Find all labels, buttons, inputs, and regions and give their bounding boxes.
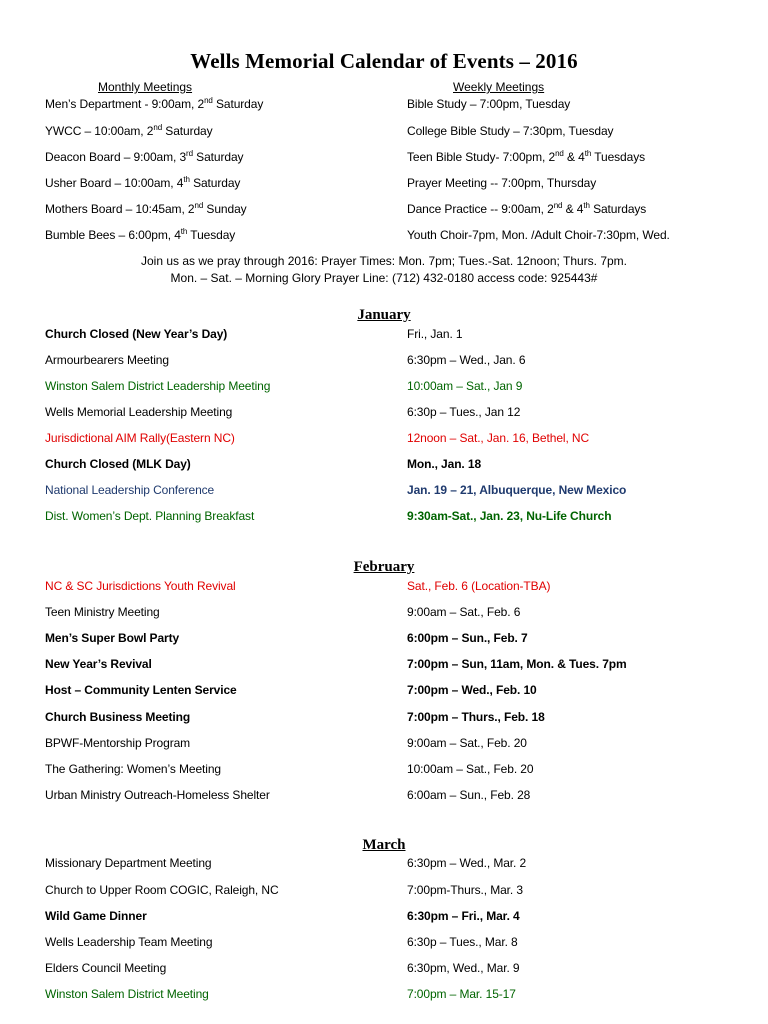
weekly-meeting-day: Tuesdays xyxy=(591,150,646,164)
monthly-meeting-day: Sunday xyxy=(203,202,247,216)
document-title: Wells Memorial Calendar of Events – 2016 xyxy=(190,49,578,73)
event-name: Wild Game Dinner xyxy=(45,909,147,923)
event-name: New Year’s Revival xyxy=(45,657,152,671)
event-name: Church Closed (New Year’s Day) xyxy=(45,327,228,341)
monthly-meeting-item xyxy=(45,176,240,190)
event-time: 6:30pm, Wed., Mar. 9 xyxy=(407,961,520,975)
event-name: National Leadership Conference xyxy=(45,483,215,497)
event-name: Host – Community Lenten Service xyxy=(45,683,237,697)
ordinal-suffix: th xyxy=(183,175,190,184)
event-time: Fri., Jan. 1 xyxy=(407,327,463,341)
event-time: 7:00pm – Thurs., Feb. 18 xyxy=(407,710,545,724)
ordinal-suffix: th xyxy=(584,149,592,158)
weekly-meeting-text: & 4 xyxy=(563,150,585,164)
event-name: BPWF-Mentorship Program xyxy=(45,736,191,750)
monthly-meeting-day: Saturday xyxy=(189,176,241,190)
event-name: Wells Leadership Team Meeting xyxy=(45,935,213,949)
weekly-meeting-text: Bible Study – 7:00pm, Tuesday xyxy=(407,97,571,111)
event-name: Winston Salem District Leadership Meeting xyxy=(45,379,271,393)
event-name: The Gathering: Women’s Meeting xyxy=(45,762,221,776)
event-time: Mon., Jan. 18 xyxy=(407,457,482,471)
event-time: 6:30pm – Wed., Jan. 6 xyxy=(407,353,526,367)
monthly-meeting-day: Saturday xyxy=(212,97,264,111)
ordinal-suffix: th xyxy=(180,227,188,236)
event-time: 12noon – Sat., Jan. 16, Bethel, NC xyxy=(407,431,590,445)
monthly-meeting-text: YWCC – 10:00am, 2 xyxy=(45,124,154,138)
ordinal-suffix: th xyxy=(583,201,590,210)
monthly-meeting-item xyxy=(45,97,263,111)
month-heading: February xyxy=(353,559,415,575)
weekly-meeting-text: Teen Bible Study- 7:00pm, 2 xyxy=(407,150,556,164)
ordinal-suffix: nd xyxy=(153,123,163,132)
weekly-meeting-text: Prayer Meeting -- 7:00pm, Thursday xyxy=(407,176,597,190)
event-time: 9:30am-Sat., Jan. 23, Nu-Life Church xyxy=(407,509,612,523)
month-heading: January xyxy=(357,307,411,323)
weekly-meeting-day: Saturdays xyxy=(589,202,647,216)
monthly-meeting-text: Bumble Bees – 6:00pm, 4 xyxy=(45,228,181,242)
event-name: Church Business Meeting xyxy=(45,710,191,724)
weekly-meeting-text: Dance Practice -- 9:00am, 2 xyxy=(407,202,554,216)
event-time: 9:00am – Sat., Feb. 20 xyxy=(407,736,527,750)
weekly-meeting-text: & 4 xyxy=(562,202,584,216)
monthly-meeting-item xyxy=(45,228,235,242)
monthly-meeting-item xyxy=(45,124,213,138)
event-name: Men’s Super Bowl Party xyxy=(45,631,180,645)
monthly-meeting-item xyxy=(45,150,243,164)
event-name: Jurisdictional AIM Rally(Eastern NC) xyxy=(45,431,235,445)
ordinal-suffix: nd xyxy=(204,96,213,105)
event-time: 7:00pm-Thurs., Mar. 3 xyxy=(407,883,523,897)
weekly-meeting-text: College Bible Study – 7:30pm, Tuesday xyxy=(407,124,614,138)
event-name: Winston Salem District Meeting xyxy=(45,987,209,1001)
monthly-meetings-header: Monthly Meetings xyxy=(98,80,193,94)
prayer-times-note: Join us as we pray through 2016: Prayer Times: Mon. 7pm; Tues.-Sat. 12noon; Thurs. 7pm. xyxy=(140,254,628,268)
monthly-meeting-text: Men’s Department - 9:00am, 2 xyxy=(45,97,205,111)
weekly-meeting-item xyxy=(407,176,596,190)
event-time: 6:30p – Tues., Jan 12 xyxy=(407,405,521,419)
event-name: Church to Upper Room COGIC, Raleigh, NC xyxy=(45,883,279,897)
monthly-meeting-text: Usher Board – 10:00am, 4 xyxy=(45,176,184,190)
event-time: 7:00pm – Wed., Feb. 10 xyxy=(407,683,537,697)
event-name: Dist. Women’s Dept. Planning Breakfast xyxy=(45,509,255,523)
weekly-meeting-item xyxy=(407,202,646,216)
event-name: Church Closed (MLK Day) xyxy=(45,457,191,471)
weekly-meeting-item xyxy=(407,124,613,138)
event-name: Armourbearers Meeting xyxy=(45,353,169,367)
event-time: Sat., Feb. 6 (Location-TBA) xyxy=(407,579,551,593)
event-name: Teen Ministry Meeting xyxy=(45,605,160,619)
monthly-meeting-text: Mothers Board – 10:45am, 2 xyxy=(45,202,195,216)
monthly-meeting-day: Saturday xyxy=(192,150,244,164)
event-time: 10:00am – Sat., Feb. 20 xyxy=(407,762,534,776)
event-time: 6:30p – Tues., Mar. 8 xyxy=(407,935,518,949)
monthly-meeting-day: Tuesday xyxy=(187,228,236,242)
event-name: Missionary Department Meeting xyxy=(45,856,212,870)
month-heading: March xyxy=(362,837,406,853)
event-name: Wells Memorial Leadership Meeting xyxy=(45,405,233,419)
event-time: 9:00am – Sat., Feb. 6 xyxy=(407,605,521,619)
event-time: 6:30pm – Fri., Mar. 4 xyxy=(407,909,520,923)
event-name: NC & SC Jurisdictions Youth Revival xyxy=(45,579,236,593)
ordinal-suffix: nd xyxy=(555,149,564,158)
monthly-meeting-item xyxy=(45,202,247,216)
weekly-meeting-item xyxy=(407,228,670,242)
event-time: Jan. 19 – 21, Albuquerque, New Mexico xyxy=(407,483,627,497)
weekly-meeting-item xyxy=(407,97,570,111)
event-name: Elders Council Meeting xyxy=(45,961,167,975)
ordinal-suffix: nd xyxy=(553,201,563,210)
monthly-meeting-day: Saturday xyxy=(162,124,213,138)
prayer-line-note: Mon. – Sat. – Morning Glory Prayer Line: (712) 432-0180 access code: 925443# xyxy=(170,271,598,285)
event-time: 7:00pm – Mar. 15-17 xyxy=(407,987,516,1001)
weekly-meeting-item xyxy=(407,150,645,164)
event-time: 6:30pm – Wed., Mar. 2 xyxy=(407,856,527,870)
weekly-meeting-text: Youth Choir-7pm, Mon. /Adult Choir-7:30pm, Wed. xyxy=(407,228,670,242)
event-time: 6:00pm – Sun., Feb. 7 xyxy=(407,631,528,645)
event-time: 10:00am – Sat., Jan 9 xyxy=(407,379,523,393)
monthly-meeting-text: Deacon Board – 9:00am, 3 xyxy=(45,150,187,164)
weekly-meetings-header: Weekly Meetings xyxy=(453,80,545,94)
event-time: 7:00pm – Sun, 11am, Mon. & Tues. 7pm xyxy=(407,657,627,671)
event-time: 6:00am – Sun., Feb. 28 xyxy=(407,788,531,802)
ordinal-suffix: rd xyxy=(186,149,193,158)
event-name: Urban Ministry Outreach-Homeless Shelter xyxy=(45,788,270,802)
ordinal-suffix: nd xyxy=(194,201,204,210)
